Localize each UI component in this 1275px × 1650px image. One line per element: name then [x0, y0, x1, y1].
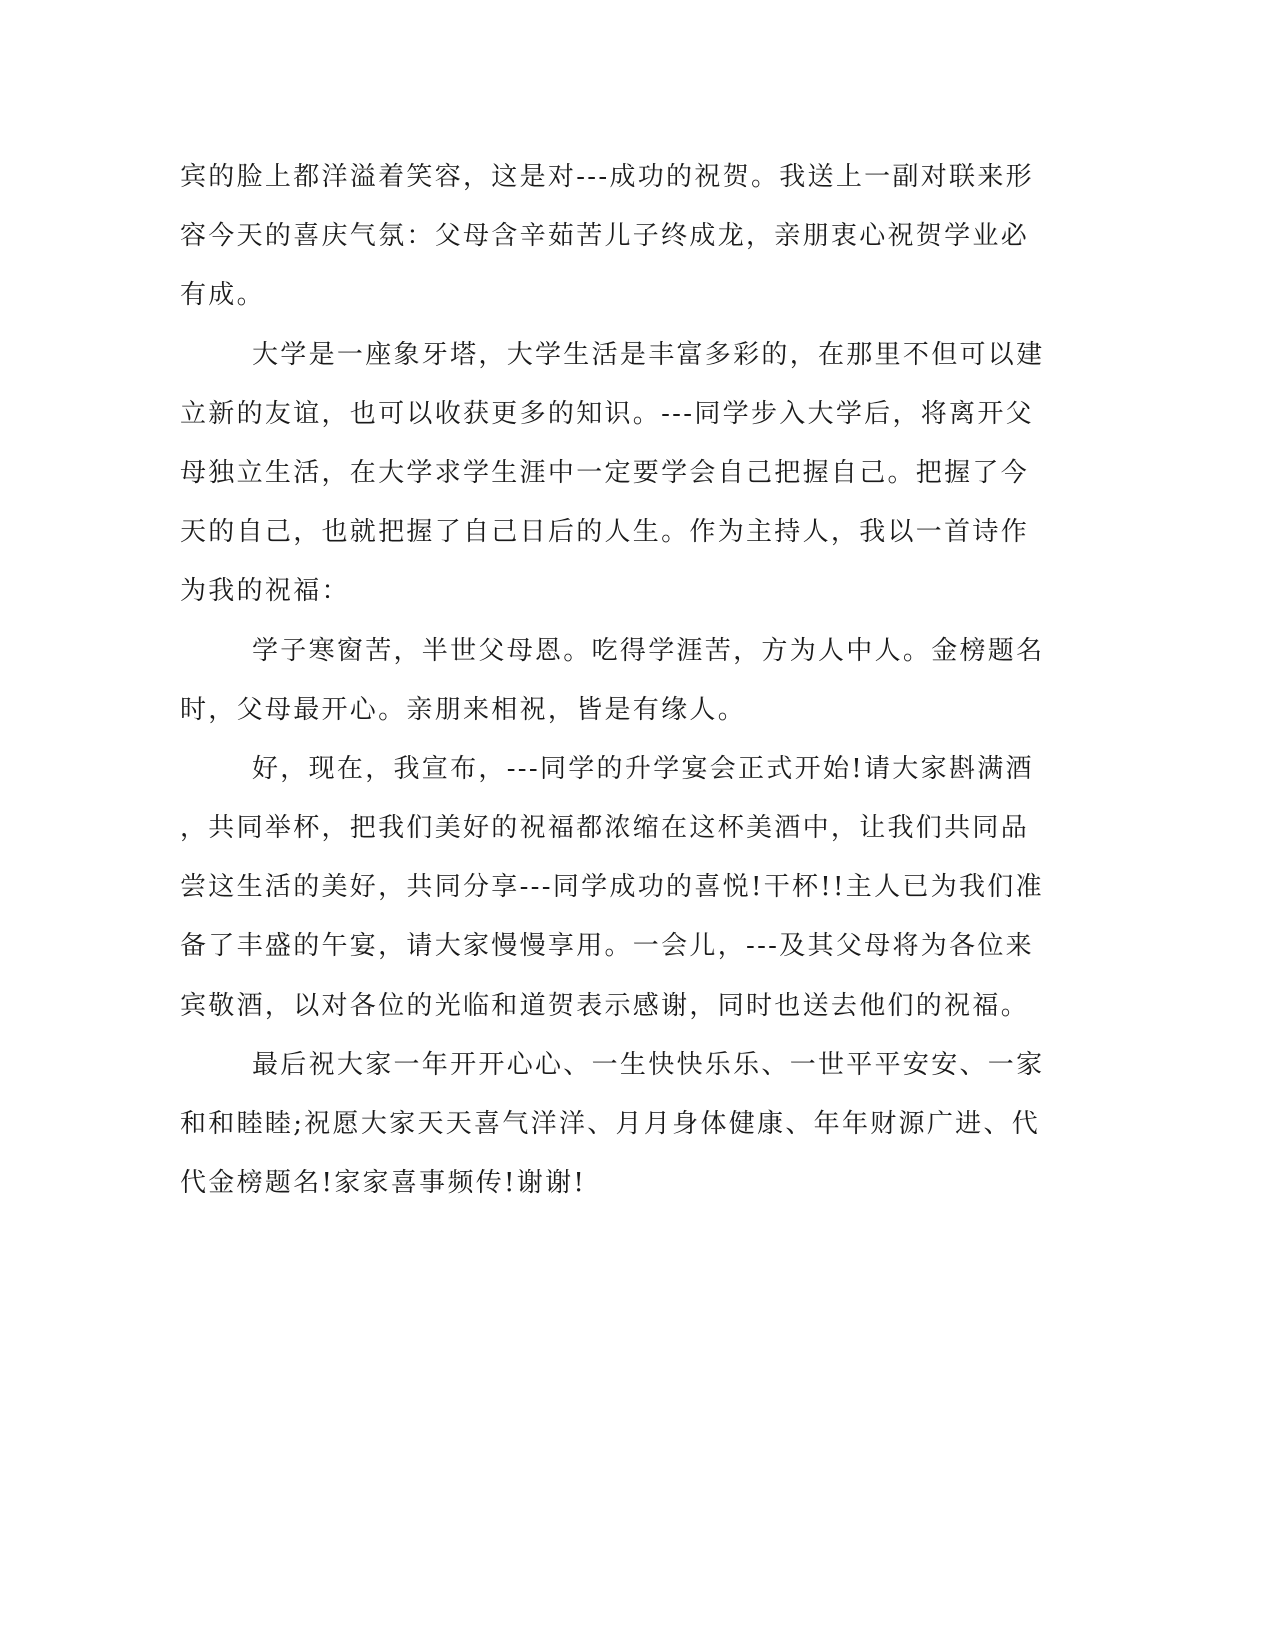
paragraph-4: [180, 740, 1044, 1036]
text-line: 时，父母最开心。亲朋来相祝，皆是有缘人。: [180, 694, 747, 725]
paragraph-1: [180, 148, 1040, 326]
text-line: 宾的脸上都洋溢着笑容，这是对---成功的祝贺。我送上一副对联来形: [180, 162, 1034, 192]
text-line: 学子寒窗苦，半世父母恩。吃得学涯苦，方为人中人。金榜题名: [252, 635, 1045, 666]
text-line: 和和睦睦;祝愿大家天天喜气洋洋、月月身体健康、年年财源广进、代: [180, 1109, 1041, 1139]
text-line: 备了丰盛的午宴，请大家慢慢享用。一会儿，---及其父母将为各位来: [180, 931, 1034, 962]
text-line: 母独立生活，在大学求学生涯中一定要学会自己把握自己。把握了今: [180, 457, 1030, 488]
text-line: 代金榜题名!家家喜事频传!谢谢!: [180, 1168, 587, 1199]
text-line: 最后祝大家一年开开心心、一生快快乐乐、一世平平安安、一家: [252, 1049, 1045, 1080]
paragraph-5: [180, 1036, 1045, 1214]
text-line: ，共同举杯，把我们美好的祝福都浓缩在这杯美酒中，让我们共同品: [180, 813, 1030, 844]
text-line: 天的自己，也就把握了自己日后的人生。作为主持人，我以一首诗作: [180, 517, 1030, 548]
paragraph-2: [180, 326, 1045, 622]
text-line: 宾敬酒，以对各位的光临和道贺表示感谢，同时也送去他们的祝福。: [180, 990, 1030, 1021]
text-line: 为我的祝福：: [180, 576, 350, 607]
text-line: 容今天的喜庆气氛：父母含辛茹苦儿子终成龙，亲朋衷心祝贺学业必: [180, 221, 1030, 252]
text-line: 好，现在，我宣布，---同学的升学宴会正式开始!请大家斟满酒: [252, 753, 1034, 784]
text-line: 大学是一座象牙塔，大学生活是丰富多彩的，在那里不但可以建: [252, 339, 1045, 370]
paragraph-3-poem: [180, 622, 1045, 740]
text-line: 尝这生活的美好，共同分享---同学成功的喜悦!干杯!!主人已为我们准: [180, 872, 1044, 903]
document-body: [180, 148, 1045, 1213]
text-line: 立新的友谊，也可以收获更多的知识。---同学步入大学后，将离开父: [180, 398, 1034, 429]
text-line: 有成。: [180, 280, 265, 311]
